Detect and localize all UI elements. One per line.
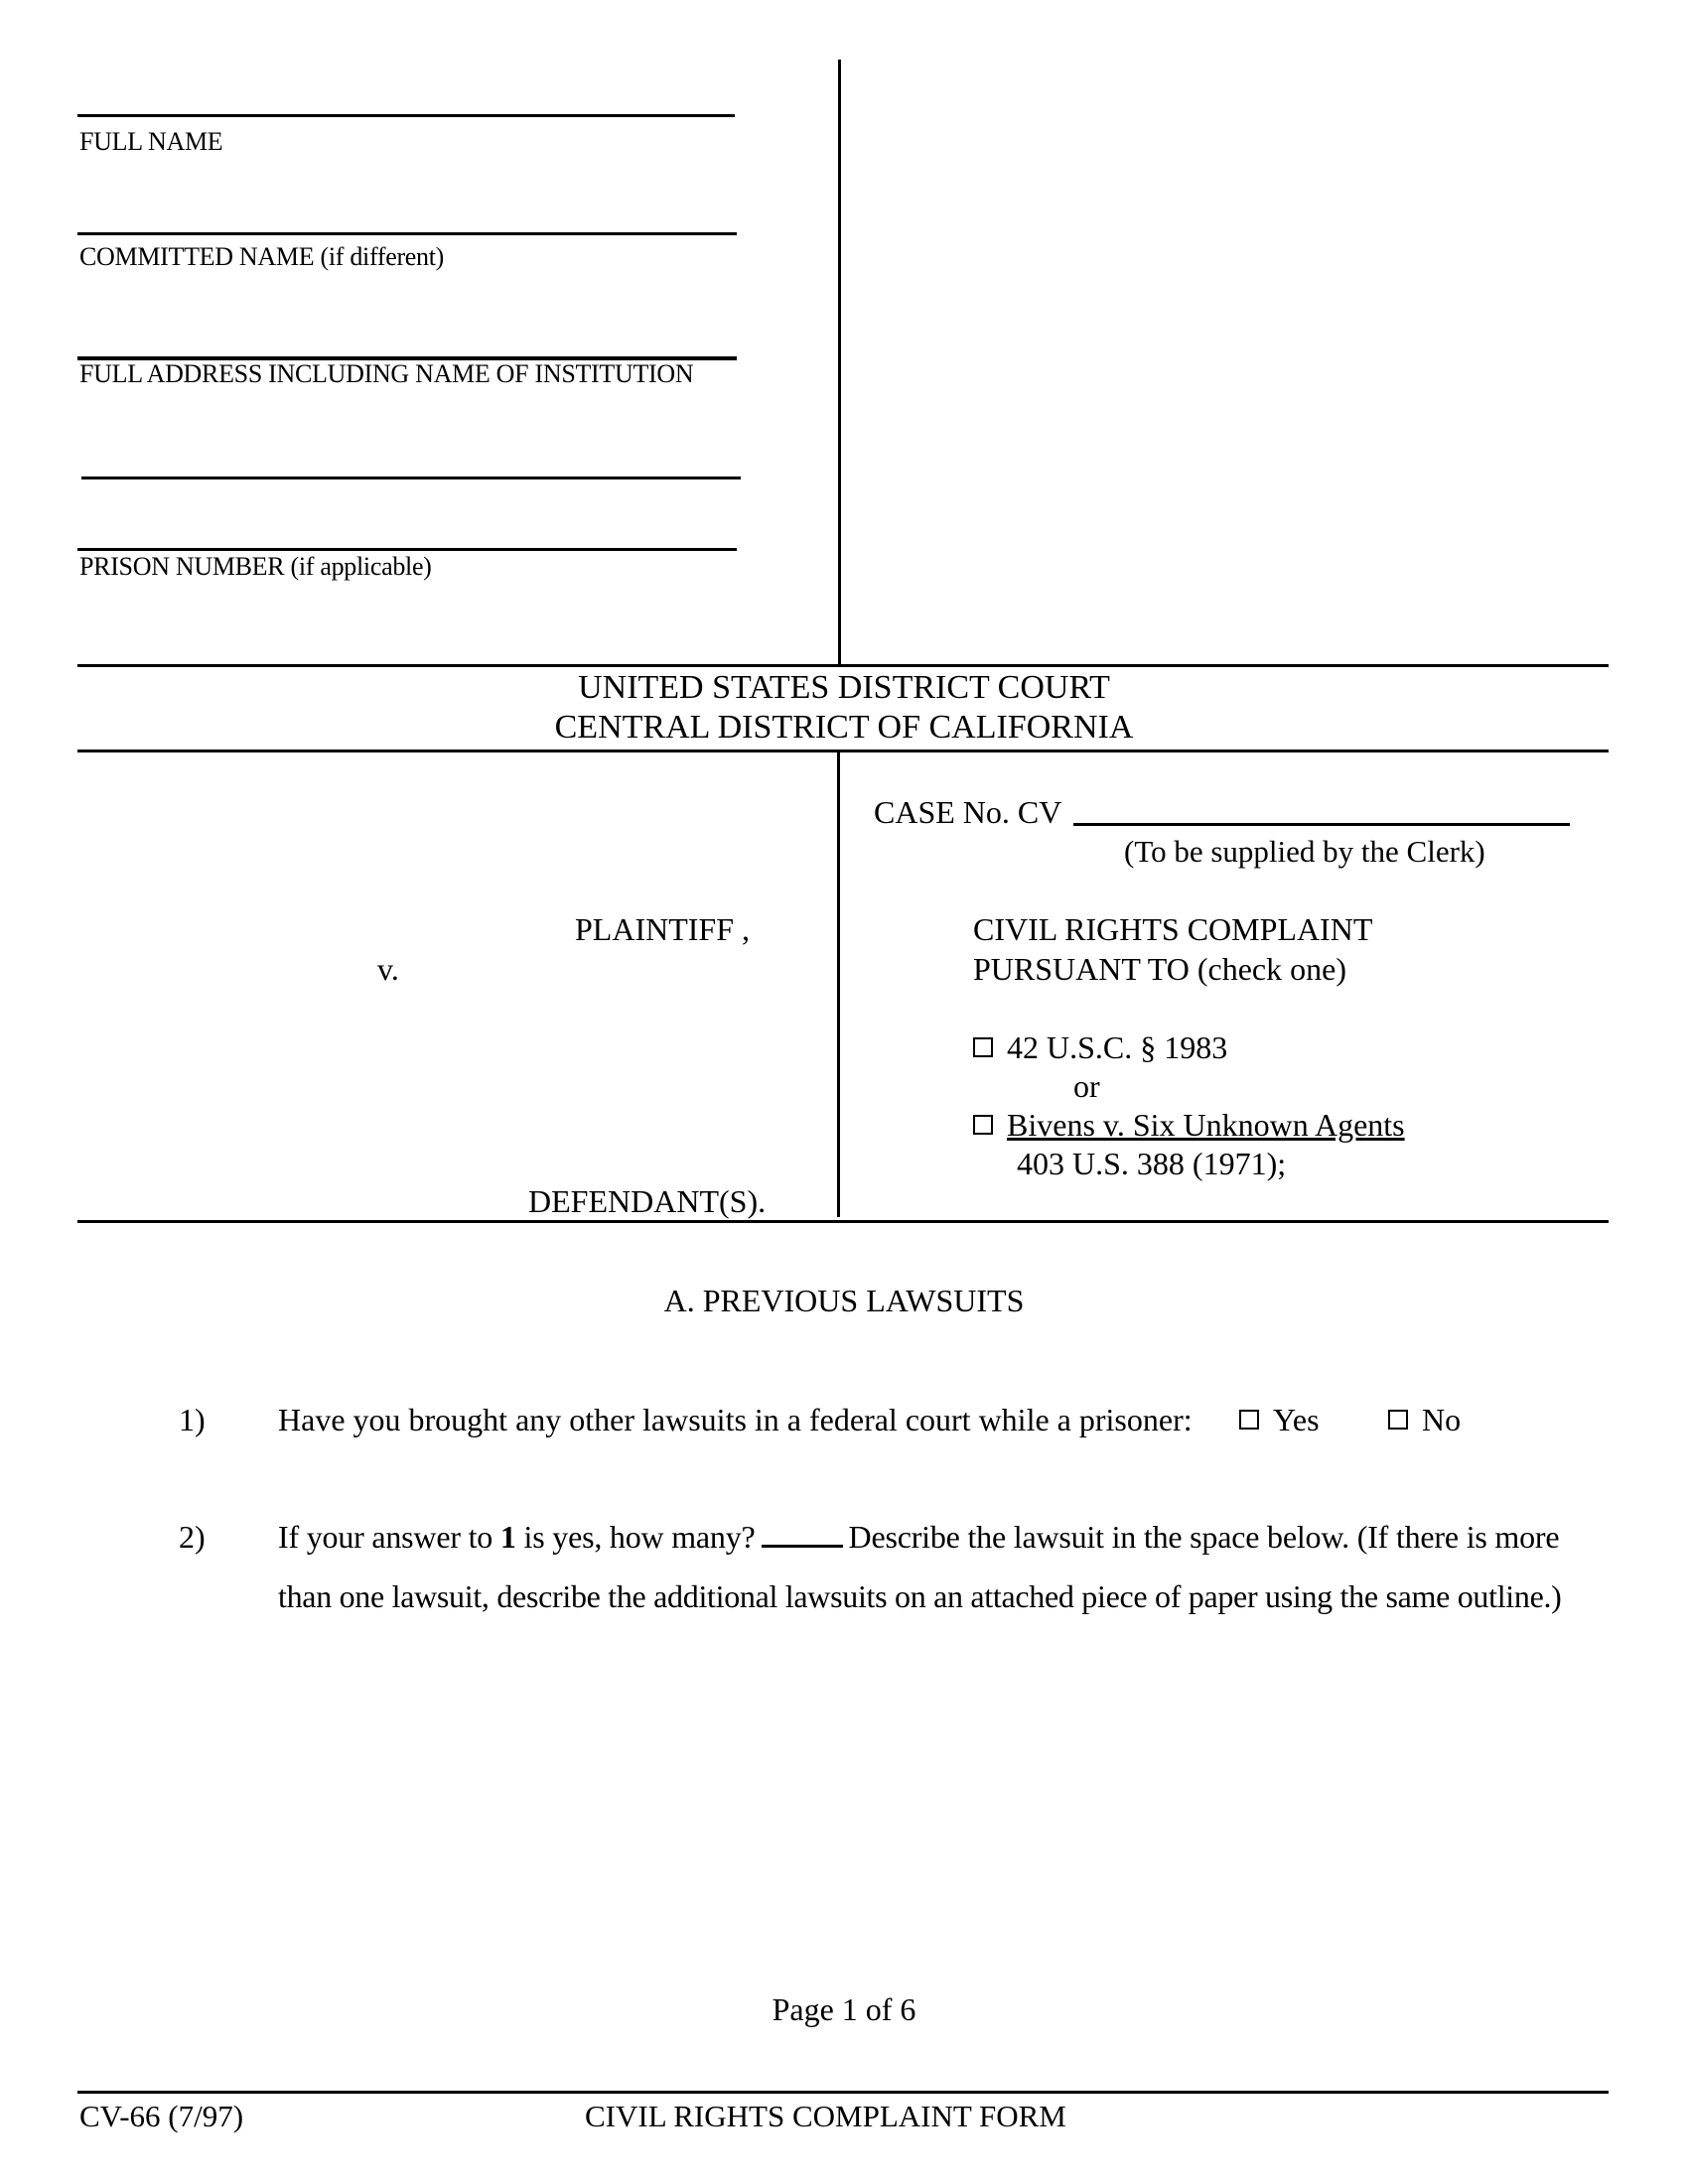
versus-label: v. (377, 951, 399, 987)
option-bivens-label: Bivens v. Six Unknown Agents (1007, 1107, 1405, 1143)
page-number: Page 1 of 6 (772, 1991, 916, 2027)
caption-bottom-rule (77, 1220, 1609, 1223)
case-number-label: CASE No. CV (874, 794, 1062, 830)
checkbox-q1-no[interactable] (1388, 1410, 1408, 1430)
committed-name-line[interactable] (77, 232, 737, 235)
q1-yes-option (1239, 1402, 1320, 1438)
complaint-title-line2: PURSUANT TO (check one) (973, 951, 1346, 987)
checkbox-q1-yes[interactable] (1239, 1410, 1259, 1430)
address-line-2[interactable] (81, 477, 741, 479)
section-a-title: A. PREVIOUS LAWSUITS (663, 1283, 1025, 1318)
bivens-citation: 403 U.S. 388 (1971); (1017, 1146, 1287, 1181)
q1-number: 1) (179, 1402, 206, 1437)
q2-text-b: is yes, how many? (523, 1519, 756, 1555)
clerk-note: (To be supplied by the Clerk) (1124, 834, 1485, 869)
lawsuit-count-field[interactable] (762, 1521, 843, 1548)
or-label: or (1073, 1068, 1100, 1104)
option-1983 (973, 1029, 1227, 1066)
court-district: CENTRAL DISTRICT OF CALIFORNIA (554, 709, 1134, 746)
checkbox-1983[interactable] (973, 1037, 993, 1057)
committed-name-label: COMMITTED NAME (if different) (79, 242, 445, 271)
footer-rule (77, 2091, 1609, 2094)
court-name: UNITED STATES DISTRICT COURT (578, 669, 1110, 706)
q1-text: Have you brought any other lawsuits in a federal court while a prisoner: (278, 1402, 1193, 1437)
q2-text-c: Describe the lawsuit in the space below. (If there is more (848, 1519, 1560, 1555)
court-top-rule (77, 664, 1609, 667)
defendants-label: DEFENDANT(S). (528, 1183, 767, 1219)
q2-number: 2) (179, 1519, 206, 1555)
form-title: CIVIL RIGHTS COMPLAINT FORM (585, 2099, 1066, 2133)
checkbox-bivens[interactable] (973, 1115, 993, 1135)
q1-no-option (1388, 1402, 1461, 1438)
full-name-label: FULL NAME (79, 127, 223, 156)
full-address-label: FULL ADDRESS INCLUDING NAME OF INSTITUTION (79, 359, 694, 388)
option-1983-label: 42 U.S.C. § 1983 (1007, 1029, 1228, 1065)
court-bottom-rule (77, 750, 1609, 752)
prison-number-line[interactable] (77, 548, 737, 551)
q2-text-line2: than one lawsuit, describe the additional lawsuits on an attached piece of paper using the same outline.) (278, 1578, 1562, 1614)
prison-number-label: PRISON NUMBER (if applicable) (79, 552, 432, 581)
q2-text (278, 1519, 1559, 1556)
option-bivens (973, 1107, 1405, 1144)
q2-bold-ref: 1 (499, 1519, 516, 1555)
caption-vertical-divider (837, 752, 840, 1217)
plaintiff-label: PLAINTIFF , (575, 911, 751, 947)
q1-no-label: No (1422, 1402, 1462, 1437)
form-id: CV-66 (7/97) (79, 2099, 244, 2133)
q1-yes-label: Yes (1273, 1402, 1320, 1437)
case-number-line[interactable] (1073, 823, 1570, 826)
header-vertical-divider (838, 60, 841, 665)
q2-text-a: If your answer to (278, 1519, 493, 1555)
full-name-line[interactable] (77, 114, 735, 117)
complaint-title-line1: CIVIL RIGHTS COMPLAINT (973, 911, 1373, 947)
